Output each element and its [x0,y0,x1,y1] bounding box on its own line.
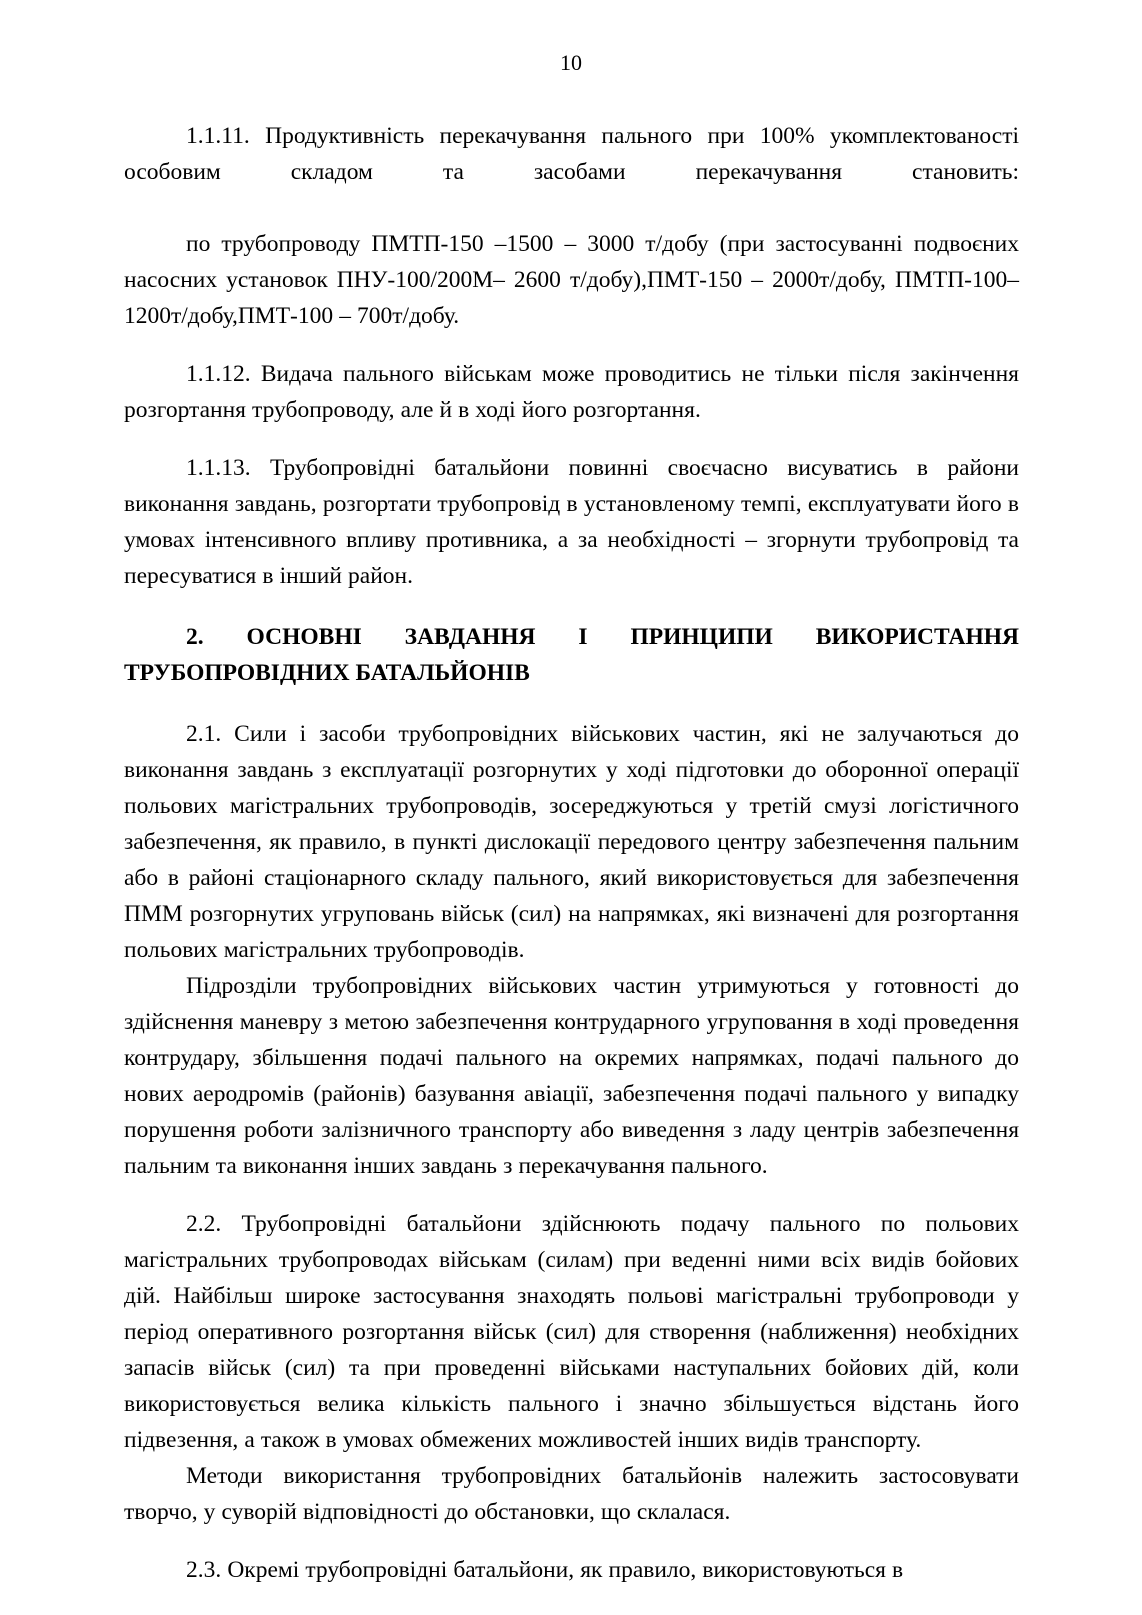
paragraph-1-1-12: 1.1.12. Видача пального військам може проводитись не тільки після закінчення розгортання трубопроводу, але й в ході його розгортання. [124,361,1019,423]
paragraph-spacer [124,1530,1019,1552]
paragraph-2-2: 2.2. Трубопровідні батальйони здійснюють подачу пального по польових магістральних трубопроводах військам (силам) при веденні ними всіх видів бойових дій. Найбільш широке застосування знаходять польові магістральні трубопроводи у період оперативного розгортання військ (сил) для створення (наближення) необхідних запасів військ (сил) та при проведенні військами наступальних бойових дій, коли використовується велика кількість пального і значно збільшується відстань його підвезення, а також в умовах обмежених можливостей інших видів транспорту. [124,1211,1019,1453]
section-heading-2: 2. ОСНОВНІ ЗАВДАННЯ І ПРИНЦИПИ ВИКОРИСТАННЯ ТРУБОПРОВІДНИХ БАТАЛЬЙОНІВ [124,624,1019,686]
page-content [124,118,1019,1588]
paragraph-spacer [124,1184,1019,1206]
paragraph-2-3: 2.3. Окремі трубопровідні батальйони, як правило, використовуються в [186,1557,904,1583]
paragraph-methods: Методи використання трубопровідних батальйонів належить застосовувати творчо, у суворій відповідності до обстановки, що склалася. [124,1463,1019,1525]
paragraph-subunits: Підрозділи трубопровідних військових частин утримуються у готовності до здійснення маневру з метою забезпечення контрударного угруповання в ході проведення контрудару, збільшення подачі пального на окремих напрямках, подачі пального до нових аеродромів (районів) базування авіації, забезпечення подачі пального у випадку порушення роботи залізничного транспорту або виведення з ладу центрів забезпечення пальним та виконання інших завдань з перекачування пального. [124,973,1019,1179]
heading-spacer [124,594,1019,619]
paragraph-pipeline-rates: по трубопроводу ПМТП-150 –1500 – 3000 т/добу (при застосуванні подвоєних насосних установок ПНУ-100/200М– 2600 т/добу),ПМТ-150 – 2000т/добу, ПМТП-100–1200т/добу,ПМТ-100 – 700т/добу. [124,231,1019,329]
page-number: 10 [560,50,582,75]
paragraph-1-1-13: 1.1.13. Трубопровідні батальйони повинні своєчасно висуватись в райони виконання завдань, розгортати трубопровід в установленому темпі, експлуатувати його в умовах інтенсивного впливу противника, а за необхідності – згорнути трубопровід та пересуватися в інший район. [124,455,1019,589]
paragraph-spacer [124,334,1019,356]
paragraph-2-1: 2.1. Сили і засоби трубопровідних військових частин, які не залучаються до виконання завдань з експлуатації розгорнутих у ході підготовки до оборонної операції польових магістральних трубопроводів, зосереджуються у третій смузі логістичного забезпечення, як правило, в пункті дислокації передового центру забезпечення пальним або в районі стаціонарного складу пального, який використовується для забезпечення ПММ розгорнутих угруповань військ (сил) на напрямках, які визначені для розгортання польових магістральних трубопроводів. [124,721,1019,963]
heading-spacer-below [124,691,1019,716]
paragraph-1-1-11: 1.1.11. Продуктивність перекачування пального при 100% укомплектованості особовим складом та засобами перекачування становить: [124,123,1019,185]
paragraph-spacer [124,428,1019,450]
